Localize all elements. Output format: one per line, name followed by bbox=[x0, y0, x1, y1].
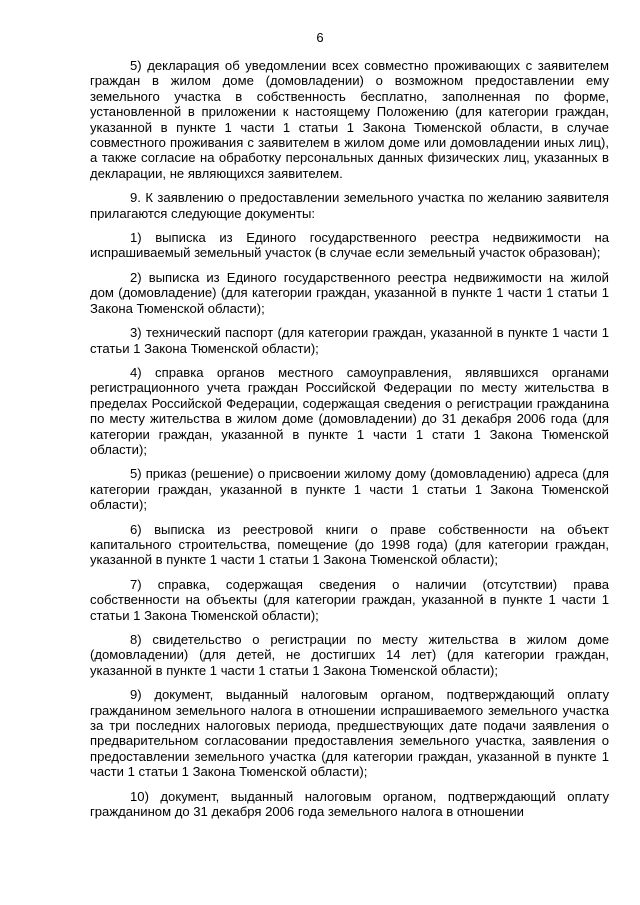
document-body bbox=[90, 58, 609, 828]
paragraph-subitem-3: 3) технический паспорт (для категории граждан, указанной в пункте 1 части 1 статьи 1 Закона Тюменской области); bbox=[90, 325, 609, 356]
page-number: 6 bbox=[316, 30, 324, 45]
paragraph-subitem-7: 7) справка, содержащая сведения о наличии (отсутствии) права собственности на объекты (для категории граждан, указанной в пункте 1 части 1 статьи 1 Закона Тюменской области); bbox=[90, 576, 609, 623]
paragraph-subitem-9: 9) документ, выданный налоговым органом, подтверждающий оплату гражданином земельного налога в отношении испрашиваемого земельного участка за три последних налоговых периода, предшествующих дате подачи заявления о предварительном согласовании предоставления земельного участка, заявления о предоставлении земельного участка (для категории граждан, указанной в пункте 1 части 1 статьи 1 Закона Тюменской области); bbox=[90, 687, 609, 780]
paragraph-subitem-8: 8) свидетельство о регистрации по месту жительства в жилом доме (домовладении) (для детей, не достигших 14 лет) (для категории граждан, указанной в пункте 1 части 1 статьи 1 Закона Тюменской области); bbox=[90, 632, 609, 678]
paragraph-declaration: 5) декларация об уведомлении всех совместно проживающих с заявителем граждан в жилом доме (домовладении) о возможном предоставлении ему земельного участка в собственность бесплатно, заполненная по форме, установленной в приложении к настоящему Положению (для категории граждан, указанной в пункте 1 части 1 статьи 1 Закона Тюменской области, в случае совместного проживания с заявителем в жилом доме или домовладении иных лиц), а также согласие на обработку персональных данных физических лиц, указанных в декларации, не являющихся заявителем. bbox=[90, 58, 609, 181]
paragraph-subitem-5: 5) приказ (решение) о присвоении жилому дому (домовладению) адреса (для категории граждан, указанной в пункте 1 части 1 статьи 1 Закона Тюменской области); bbox=[90, 466, 609, 513]
paragraph-subitem-10: 10) документ, выданный налоговым органом, подтверждающий оплату гражданином до 31 декабря 2006 года земельного налога в отношении bbox=[90, 788, 609, 820]
paragraph-item-9-intro: 9. К заявлению о предоставлении земельного участка по желанию заявителя прилагаются следующие документы: bbox=[90, 190, 609, 221]
paragraph-subitem-4: 4) справка органов местного самоуправления, являвшихся органами регистрационного учета граждан Российской Федерации по месту жительства в пределах Российской Федерации, содержащая сведения о регистрации гражданина по месту жительства в жилом доме (домовладении) до 31 декабря 2006 года (для категории граждан, указанной в пункте 1 части 1 стати 1 Закона Тюменской области); bbox=[90, 364, 609, 457]
paragraph-subitem-6: 6) выписка из реестровой книги о праве собственности на объект капитального строительства, помещение (до 1998 года) (для категории граждан, указанной в пункте 1 части 1 статьи 1 Закона Тюменской области); bbox=[90, 521, 609, 568]
paragraph-subitem-1: 1) выписка из Единого государственного реестра недвижимости на испрашиваемый земельный участок (в случае если земельный участок образован); bbox=[90, 230, 609, 261]
paragraph-subitem-2: 2) выписка из Единого государственного реестра недвижимости на жилой дом (домовладение) (для категории граждан, указанной в пункте 1 части 1 статьи 1 Закона Тюменской области); bbox=[90, 269, 609, 316]
